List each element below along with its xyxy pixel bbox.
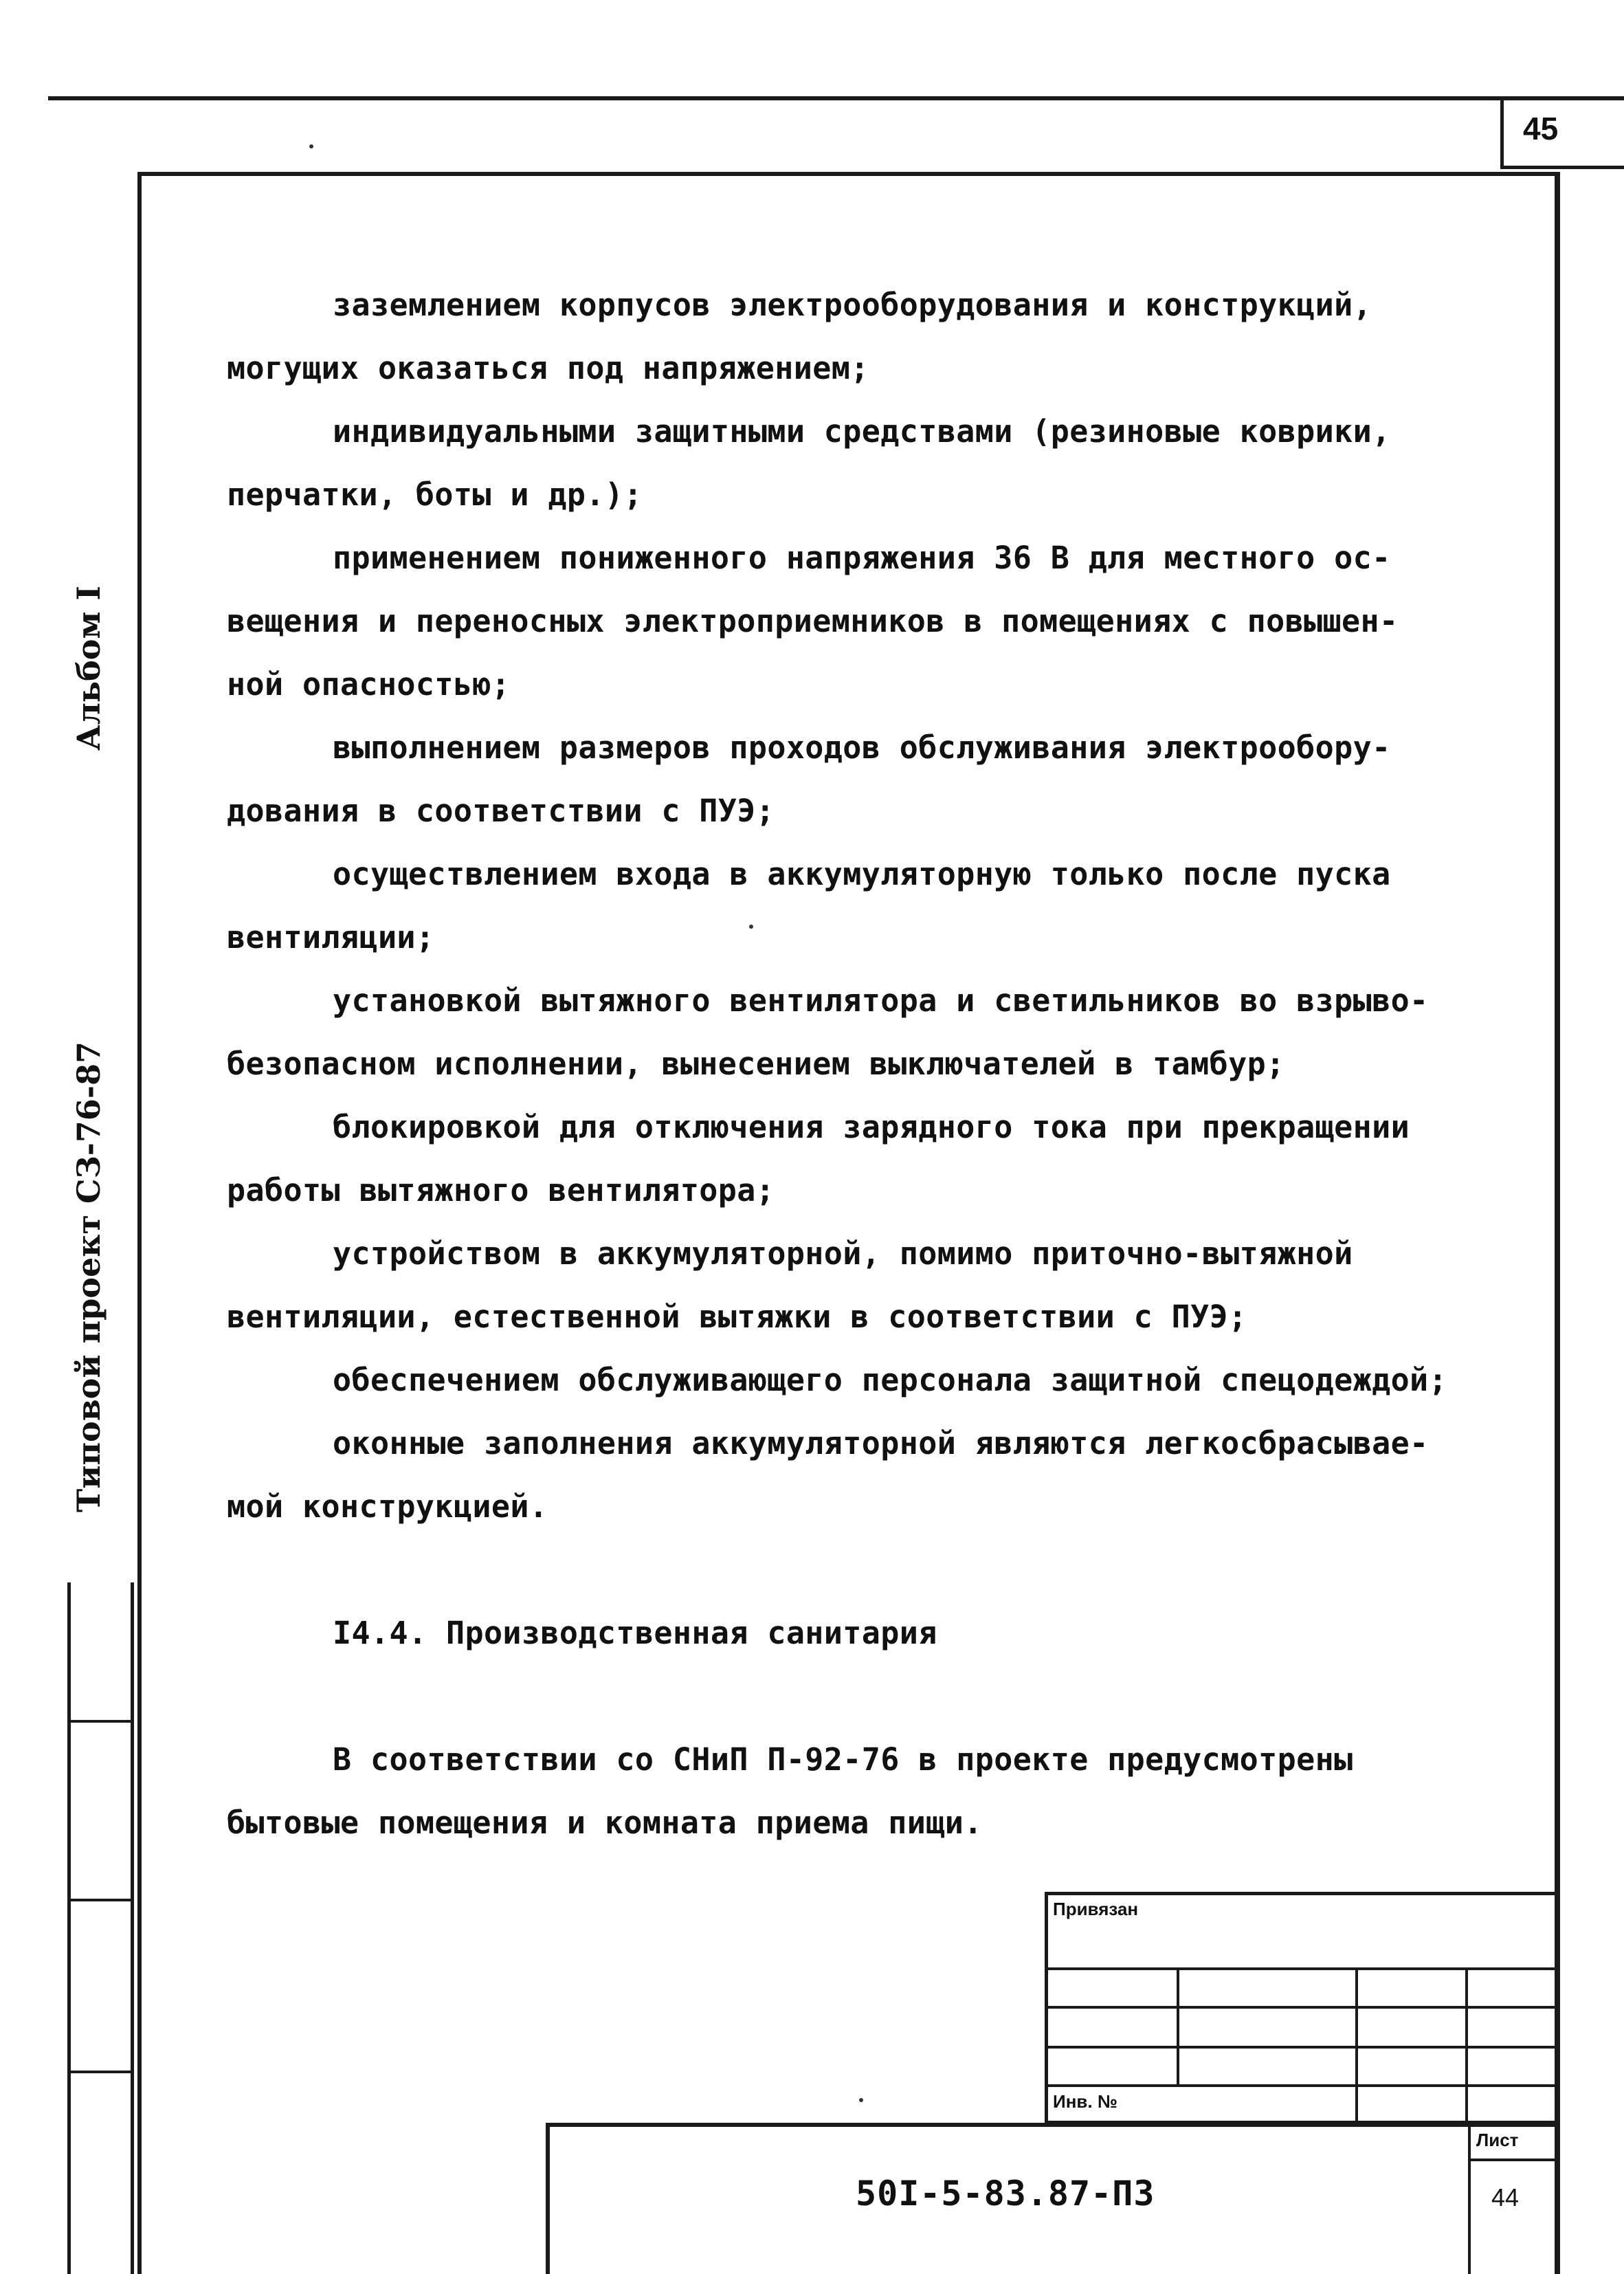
- privyazan-label: Привязан: [1053, 1899, 1139, 1919]
- text-line: выполнением размеров проходов обслуживания электрообору-: [333, 729, 1391, 766]
- title-block-line: [1468, 2123, 1471, 2274]
- inventory-label: Инв. №: [1053, 2091, 1117, 2112]
- text-line: блокировкой для отключения зарядного тока при прекращении: [333, 1109, 1410, 1145]
- strip-divider: [67, 1899, 134, 1901]
- text-line: безопасном исполнении, вынесением выключателей в тамбур;: [227, 1046, 1285, 1082]
- side-album-title: Альбом I: [70, 586, 107, 751]
- text-line: осуществлением входа в аккумуляторную только после пуска: [333, 856, 1391, 892]
- text-line: дования в соответствии с ПУЭ;: [227, 793, 775, 829]
- stamp-line: [1045, 1967, 1560, 1970]
- page-number: 45: [1523, 111, 1559, 146]
- stamp-line: [1045, 2084, 1560, 2087]
- text-line: обеспечением обслуживающего персонала защитной спецодеждой;: [333, 1362, 1448, 1398]
- text-line: перчатки, боты и др.);: [227, 476, 643, 513]
- text-line: вещения и переносных электроприемников в помещениях с повышен-: [227, 603, 1399, 639]
- strip-divider: [67, 1720, 134, 1723]
- text-line: могущих оказаться под напряжением;: [227, 350, 869, 386]
- text-line: бытовые помещения и комната приема пищи.: [227, 1804, 983, 1841]
- stamp-line: [1045, 2006, 1560, 2009]
- sheet-label: Лист: [1476, 2130, 1519, 2150]
- text-line: устройством в аккумуляторной, помимо приточно-вытяжной: [333, 1235, 1353, 1272]
- document-code: 50I-5-83.87-ПЗ: [856, 2174, 1155, 2214]
- text-line: оконные заполнения аккумуляторной являются легкосбрасывае-: [333, 1425, 1429, 1461]
- sheet-number: 44: [1491, 2183, 1520, 2211]
- stamp-line: [1177, 1967, 1179, 2084]
- spacer: [227, 1538, 1526, 1602]
- text-line: вентиляции, естественной вытяжки в соответствии с ПУЭ;: [227, 1299, 1247, 1335]
- section-heading: I4.4. Производственная санитария: [333, 1615, 937, 1651]
- stamp-line: [1465, 1967, 1468, 2123]
- body-text: [227, 274, 1526, 1855]
- stamp-line: [1045, 2046, 1560, 2049]
- page-number-box: [1500, 100, 1624, 169]
- top-rule: [48, 96, 1624, 100]
- text-line: установкой вытяжного вентилятора и светильников во взрыво-: [333, 982, 1429, 1019]
- scan-speck: [309, 144, 313, 148]
- stamp-line: [1355, 1967, 1358, 2123]
- text-line: В соответствии со СНиП П-92-76 в проекте предусмотрены: [333, 1741, 1353, 1778]
- scan-speck: [859, 2098, 863, 2102]
- side-project-title: Типовой проект СЗ-76-87: [70, 1041, 107, 1512]
- strip-divider: [67, 2071, 134, 2073]
- text-line: работы вытяжного вентилятора;: [227, 1172, 775, 1208]
- title-block-line: [1468, 2159, 1560, 2161]
- spacer: [227, 1665, 1526, 1728]
- text-line: индивидуальными защитными средствами (резиновые коврики,: [333, 413, 1391, 450]
- scan-speck: [749, 925, 753, 929]
- text-line: вентиляции;: [227, 919, 435, 956]
- text-line: мой конструкцией.: [227, 1488, 548, 1525]
- text-line: применением пониженного напряжения 36 В для местного ос-: [333, 540, 1391, 576]
- left-binding-strip: [67, 1582, 134, 2274]
- text-line: ной опасностью;: [227, 666, 511, 703]
- text-line: заземлением корпусов электрооборудования и конструкций,: [333, 287, 1372, 323]
